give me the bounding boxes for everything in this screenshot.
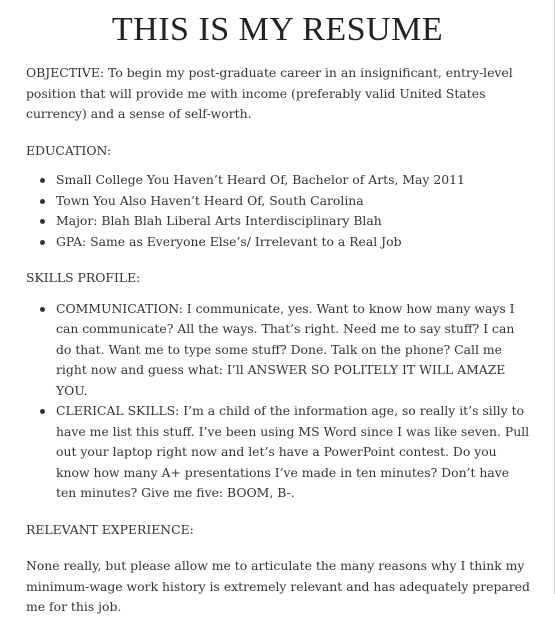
- resume-body: [26, 63, 531, 618]
- skills-heading: SKILLS PROFILE:: [26, 270, 141, 285]
- objective-paragraph: OBJECTIVE: To begin my post-graduate career in an insignificant, entry-level position that will provide me with income (preferably valid United States currency) and a sense of self-worth.: [26, 65, 513, 121]
- education-item: Town You Also Haven’t Heard Of, South Carolina: [56, 191, 531, 212]
- education-item: Major: Blah Blah Liberal Arts Interdisciplinary Blah: [56, 211, 531, 232]
- page-title: THIS IS MY RESUME: [111, 11, 444, 48]
- experience-heading: RELEVANT EXPERIENCE:: [26, 521, 194, 537]
- education-list: [26, 170, 531, 252]
- skill-item-clerical: CLERICAL SKILLS: I’m a child of the information age, so really it’s silly to have me list this stuff. I’ve been using MS Word since I was like seven. Pull out your laptop right now and let’s have a PowerPoint contest. Do you know how many A+ presentations I’ve made in ten minutes? Don’t have ten minutes? Give me five: BOOM, B-.: [56, 401, 531, 504]
- skills-list: [26, 299, 531, 504]
- education-item: Small College You Haven’t Heard Of, Bachelor of Arts, May 2011: [56, 170, 531, 191]
- skill-item-communication: COMMUNICATION: I communicate, yes. Want to know how many ways I can communicate? All the ways. That’s right. Need me to say stuff? I can do that. Want me to type some stuff? Done. Talk on the phone? Call me right now and guess what: I’ll ANSWER SO POLITELY IT WILL AMAZE YOU.: [56, 299, 531, 402]
- education-heading: EDUCATION:: [26, 142, 112, 158]
- experience-paragraph: None really, but please allow me to articulate the many reasons why I think my minimum-wage work history is extremely relevant and has adequately prepared me for this job.: [26, 558, 530, 614]
- education-item: GPA: Same as Everyone Else’s/ Irrelevant to a Real Job: [56, 232, 531, 253]
